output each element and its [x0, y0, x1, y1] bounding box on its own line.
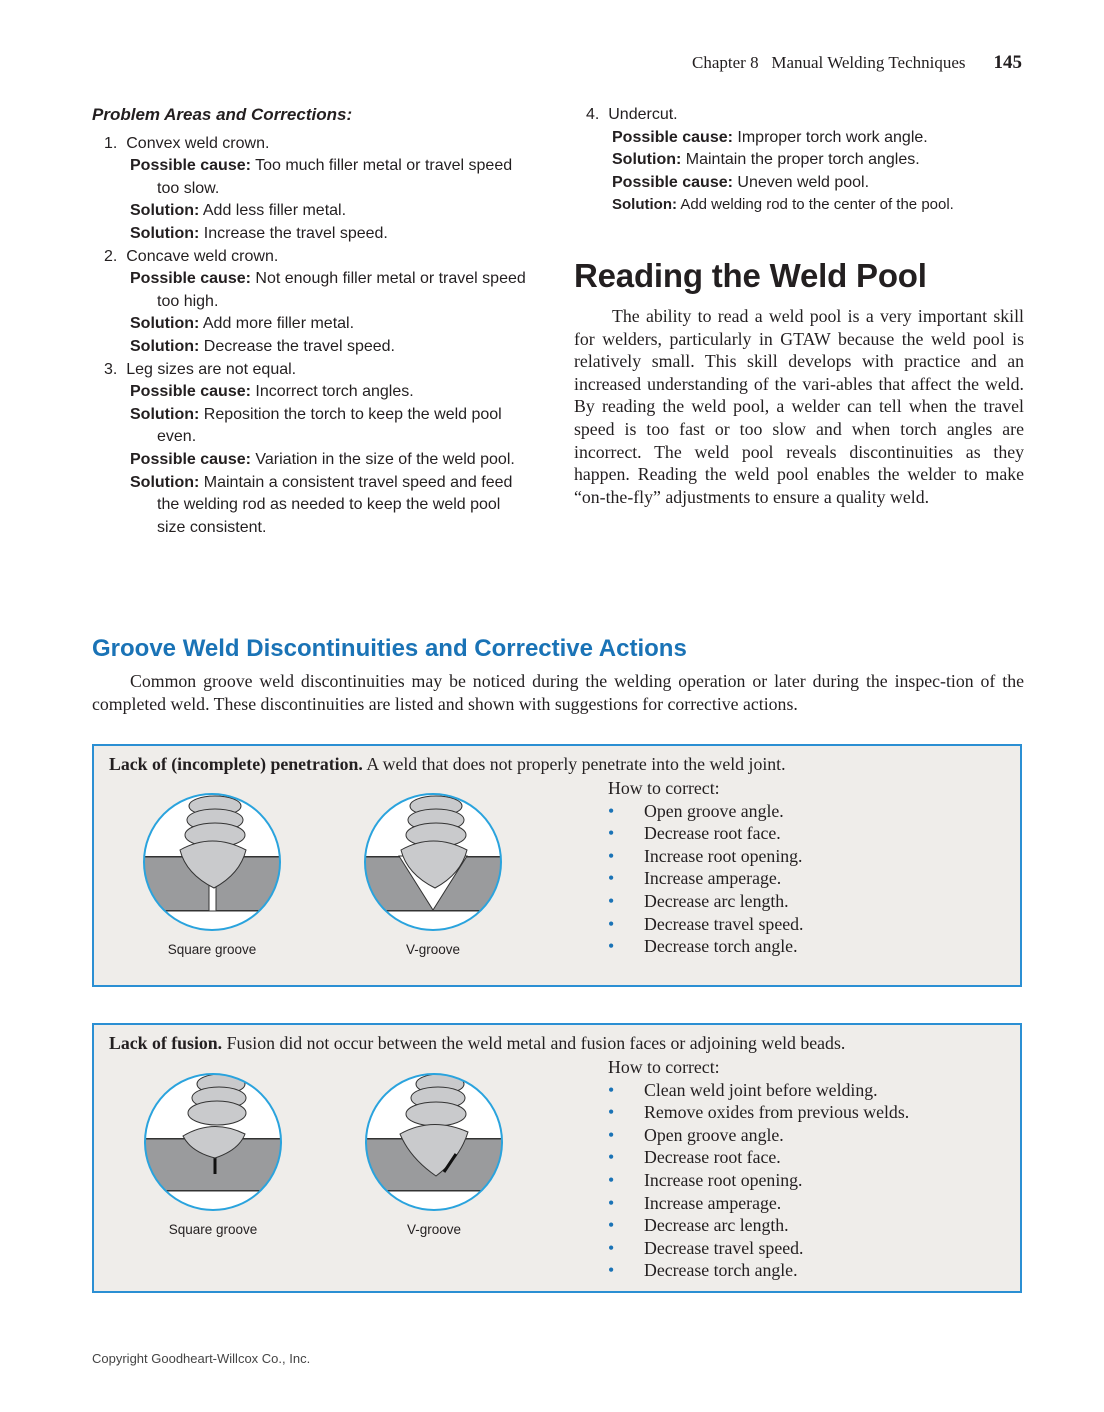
list-item: • Decrease travel speed.	[608, 913, 804, 934]
box-term: Lack of (incomplete) penetration.	[109, 754, 363, 774]
problem-line: Possible cause: Variation in the size of the weld pool.	[130, 450, 515, 468]
bullet-icon: •	[608, 1169, 615, 1190]
problem-line: Solution: Maintain a consistent travel speed and feed the welding rod as needed to keep the weld pool size consistent.	[130, 473, 513, 536]
right-column	[574, 104, 1024, 508]
reading-weld-pool-body: The ability to read a weld pool is a very important skill for welders, particularly in GTAW because the weld pool is relatively small. This skill develops with practice and an increased understanding of the vari-ables that affect the weld. By reading the weld pool, a welder can tell when the travel speed is too fast or too slow and when torch angles are incorrect. The weld pool reveals discontinuities as they happen. Reading the weld pool enables the welder to make “on-the-fly” adjustments to ensure a quality weld.	[574, 305, 1024, 507]
bullet-icon: •	[608, 1124, 615, 1145]
problem-item-3	[92, 359, 532, 540]
bullet-icon: •	[608, 1215, 615, 1236]
list-item: • Increase root opening.	[608, 1169, 803, 1190]
bullet-icon: •	[608, 1147, 615, 1168]
problem-title: 1. Convex weld crown.	[104, 134, 270, 152]
problem-line: Solution: Increase the travel speed.	[130, 224, 388, 242]
list-item: • Increase amperage.	[608, 868, 782, 889]
corrective-actions-list	[608, 1079, 909, 1282]
list-item: • Decrease root face.	[608, 823, 781, 844]
bullet-icon: •	[608, 1102, 615, 1123]
problem-line: Possible cause: Uneven weld pool.	[612, 173, 870, 191]
bullet-icon: •	[608, 1079, 615, 1100]
problem-line: Possible cause: Too much filler metal or travel speed too slow.	[130, 157, 513, 197]
lack-of-penetration-box	[92, 744, 1022, 987]
bullet-icon: •	[608, 823, 615, 844]
problem-areas-section	[92, 104, 532, 539]
list-item: • Decrease torch angle.	[608, 936, 798, 957]
page-number: 145	[993, 52, 1022, 73]
figure-caption: Square groove	[167, 942, 257, 957]
running-head	[692, 52, 1022, 74]
bullet-icon: •	[608, 868, 615, 889]
list-item: • Increase amperage.	[608, 1192, 782, 1213]
groove-section-intro: Common groove weld discontinuities may be noticed during the welding operation or later during the inspec-tion of the completed weld. These discontinuities are listed and shown with suggestions for corrective actions.	[92, 671, 1024, 714]
box-definition: A weld that does not properly penetrate into the weld joint.	[366, 754, 786, 774]
problem-line: Possible cause: Improper torch work angle.	[612, 128, 928, 146]
square-groove-fusion-figure	[143, 1072, 283, 1212]
problem-line: Solution: Add more filler metal.	[130, 315, 355, 333]
bullet-icon: •	[608, 936, 615, 957]
box-lead	[109, 1033, 845, 1054]
list-item: • Decrease travel speed.	[608, 1237, 804, 1258]
how-to-correct	[608, 1056, 909, 1282]
bullet-icon: •	[608, 913, 615, 934]
problem-line: Solution: Decrease the travel speed.	[130, 337, 395, 355]
list-item: • Remove oxides from previous welds.	[608, 1102, 910, 1123]
bullet-icon: •	[608, 1260, 615, 1281]
reading-weld-pool-title: Reading the Weld Pool	[574, 256, 927, 294]
v-groove-fusion-figure	[364, 1072, 504, 1212]
problem-line: Solution: Add less filler metal.	[130, 202, 347, 220]
list-item: • Clean weld joint before welding.	[608, 1079, 878, 1100]
problem-line: Possible cause: Not enough filler metal or travel speed too high.	[130, 270, 526, 310]
bullet-icon: •	[608, 845, 615, 866]
list-item: • Decrease arc length.	[608, 1215, 789, 1236]
v-groove-penetration-figure	[363, 792, 503, 932]
square-groove-penetration-figure	[142, 792, 282, 932]
how-to-correct	[608, 777, 803, 958]
corrective-actions-list	[608, 800, 803, 958]
problem-item-2	[92, 246, 532, 359]
problem-title: 2. Concave weld crown.	[104, 247, 279, 265]
box-definition: Fusion did not occur between the weld metal and fusion faces or adjoining weld beads.	[226, 1033, 846, 1053]
list-item: • Increase root opening.	[608, 845, 803, 866]
how-to-correct-label: How to correct:	[608, 1057, 720, 1077]
copyright-footer: Copyright Goodheart-Willcox Co., Inc.	[92, 1351, 311, 1366]
groove-section-title: Groove Weld Discontinuities and Corrective Actions	[92, 635, 687, 662]
problem-line: Solution: Reposition the torch to keep the weld pool even.	[130, 405, 502, 446]
figure-caption: V-groove	[405, 942, 461, 957]
problem-title: 3. Leg sizes are not equal.	[104, 360, 297, 378]
problem-line: Possible cause: Incorrect torch angles.	[130, 383, 414, 401]
problem-areas-heading: Problem Areas and Corrections:	[92, 105, 353, 124]
bullet-icon: •	[608, 1192, 615, 1213]
list-item: • Open groove angle.	[608, 1124, 784, 1145]
problem-item-1	[92, 133, 532, 246]
problem-item-4	[574, 104, 1024, 217]
chapter-title: Chapter 8 Manual Welding Techniques	[692, 53, 966, 72]
figure-caption: Square groove	[168, 1222, 258, 1237]
list-item: • Decrease torch angle.	[608, 1260, 798, 1281]
figure-caption: V-groove	[406, 1222, 462, 1237]
box-term: Lack of fusion.	[109, 1033, 223, 1053]
bullet-icon: •	[608, 1237, 615, 1258]
lack-of-fusion-box	[92, 1023, 1022, 1293]
list-item: • Open groove angle.	[608, 800, 784, 821]
problem-line: Solution: Maintain the proper torch angles.	[612, 151, 920, 169]
problem-line: Solution: Add welding rod to the center of the pool.	[612, 196, 954, 214]
how-to-correct-label: How to correct:	[608, 778, 720, 798]
bullet-icon: •	[608, 800, 615, 821]
box-lead	[109, 754, 786, 775]
list-item: • Decrease root face.	[608, 1147, 781, 1168]
list-item: • Decrease arc length.	[608, 890, 789, 911]
bullet-icon: •	[608, 890, 615, 911]
problem-title: 4. Undercut.	[586, 106, 678, 123]
